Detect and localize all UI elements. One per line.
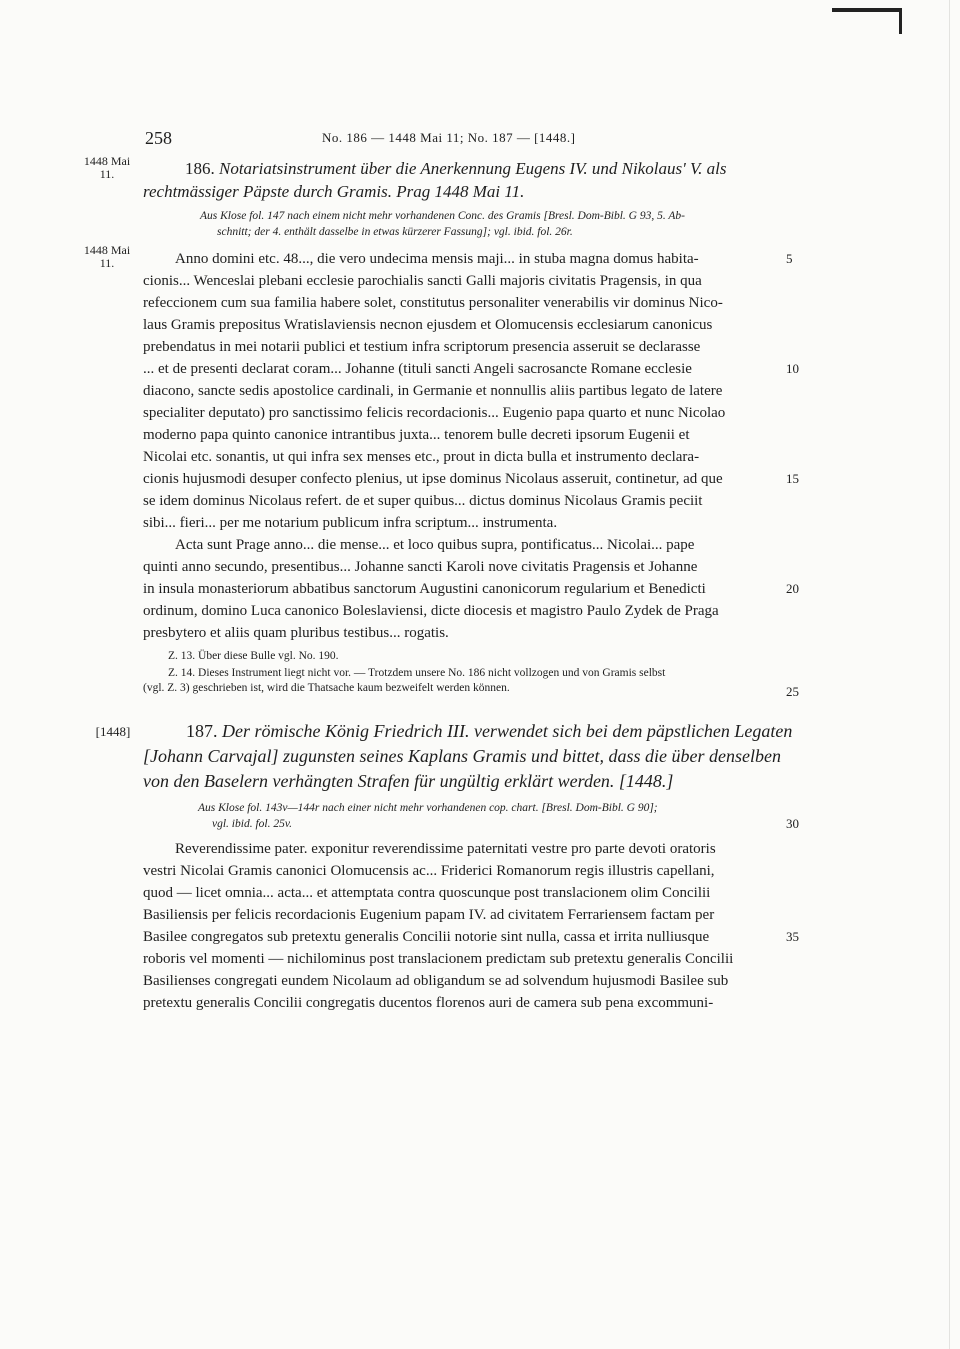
doc186-number: 186.: [185, 159, 215, 178]
doc186-line: refeccionem cum sua familia habere solet, constitutus personaliter venerabilis vir dominus Nico-: [143, 295, 723, 311]
scan-corner-tick: [899, 8, 902, 34]
doc186-line: Anno domini etc. 48..., die vero undecima mensis maji... in stuba magna domus habita-: [175, 251, 699, 267]
doc186-line: presbytero et aliis quam pluribus testibus... rogatis.: [143, 625, 449, 641]
doc187-line: Basiliensis per felicis recordacionis Eugenium papam IV. ad civitatem Ferrariensem factam per: [143, 907, 715, 923]
doc187-line: roboris vel momenti — nichilominus post translacionem predictam sub pretextu generalis Concilii: [143, 951, 734, 967]
scan-corner-mark: [832, 8, 902, 12]
doc186-line: specialiter deputato) pro sanctissimo felicis recordacionis... Eugenio papa quarto et nunc Nicolao: [143, 405, 726, 421]
doc186-line: Nicolai etc. sonantis, ut qui infra sex menses etc., prout in dicta bulla et instrumento declara-: [143, 449, 700, 465]
doc186-line: quinti anno secundo, presentibus... Johanne sancti Karoli nove civitatis Pragensis et Johanne: [143, 559, 698, 575]
doc186-line: Acta sunt Prage anno... die mense... et loco quibus supra, pontificatus... Nicolai... pape: [175, 537, 695, 553]
doc186-source-line1: Aus Klose fol. 147 nach einem nicht mehr vorhandenen Conc. des Gramis [Bresl. Dom-Bibl. G 93, 5. Ab-: [200, 210, 685, 222]
doc186-line: se idem dominus Nicolaus refert. de et super quibus... dictus dominus Nicolaus Gramis peciit: [143, 493, 703, 509]
doc187-line: pretextu generalis Concilii congregatis ducentos florenos auri de camera sub pena excommuni-: [143, 995, 714, 1011]
margin-date-186-text: 1448 Mai 11.: [83, 243, 131, 270]
doc187-line: quod — licet omnia... acta... et attemptata contra quoscunque post translacionem olim Concilii: [143, 885, 711, 901]
line-number: 30: [786, 816, 799, 831]
doc187-title-line2: [Johann Carvajal] zugunsten seines Kaplans Gramis und bittet, dass die über denselben: [143, 746, 781, 766]
doc187-title-line3: von den Baselern verhängten Strafen für ungültig erklärt werden. [1448.]: [143, 771, 674, 791]
doc187-source-line1: Aus Klose fol. 143v—144r nach einer nicht mehr vorhandenen cop. chart. [Bresl. Dom-Bibl. G 90];: [198, 802, 658, 814]
doc186-line: cionis... Wenceslai plebani ecclesie parochialis sancti Galli majoris civitatis Pragensis, in qua: [143, 273, 702, 289]
doc186-line: ordinum, domino Luca canonico Boleslaviensi, dicte diocesis et magistro Paulo Zydek de Praga: [143, 603, 719, 619]
doc187-line: Reverendissime pater. exponitur reverendissime paternitati vestre pro parte devoti oratoris: [175, 841, 716, 857]
doc186-title-line1: [185, 157, 727, 181]
line-number: 20: [786, 581, 799, 596]
line-number: 10: [786, 361, 799, 376]
doc187-number: 187.: [186, 721, 218, 741]
doc186-title-text: Notariatsinstrument über die Anerkennung Eugens IV. und Nikolaus' V. als: [219, 159, 727, 178]
doc186-line: moderno papa quinto canonice intrantibus juxta... tenorem bulle decreti ipsorum Eugenii et: [143, 427, 690, 443]
footnote: Z. 14. Dieses Instrument liegt nicht vor. — Trotzdem unsere No. 186 nicht vollzogen und von Gramis selbst: [168, 667, 666, 679]
doc186-line: laus Gramis prepositus Wratislaviensis necnon ejusdem et Olomucensis ecclesiarum canonicus: [143, 317, 713, 333]
doc187-line: Basilee congregatos sub pretextu generalis Concilii notorie sint nulla, cassa et irrita nulliusque: [143, 929, 710, 945]
line-number: 35: [786, 929, 799, 944]
doc187-title-line1: [186, 719, 792, 744]
scan-edge-line: [949, 0, 950, 1349]
page-number: 258: [145, 128, 172, 148]
doc186-line: in insula monasteriorum abbatibus sanctorum Augustini canonicorum regularium et Benedicti: [143, 581, 706, 597]
doc186-line: prebendatus in mei notarii publici et testium infra scriptorum presencia asseruit se declarasse: [143, 339, 701, 355]
doc187-source-line2: vgl. ibid. fol. 25v.: [212, 818, 292, 830]
doc186-line: cionis hujusmodi desuper confecto plenius, ut ipse dominus Nicolaus asseruit, continetur, ad que: [143, 471, 723, 487]
doc187-line: vestri Nicolai Gramis canonici Olomucensis ac... Friderici Romanorum regis illustris capellani,: [143, 863, 715, 879]
line-number: 5: [786, 251, 793, 266]
footnote: Z. 13. Über diese Bulle vgl. No. 190.: [168, 650, 339, 662]
line-number: 15: [786, 471, 799, 486]
doc186-source-line2: schnitt; der 4. enthält dasselbe in etwas kürzerer Fassung]; vgl. ibid. fol. 26r.: [217, 226, 573, 238]
footnote: (vgl. Z. 3) geschrieben ist, wird die Thatsache kaum bezweifelt werden können.: [143, 682, 510, 694]
doc186-line: sibi... fieri... per me notarium publicum infra scriptum... instrumenta.: [143, 515, 558, 531]
margin-date-187: [1448]: [95, 724, 131, 739]
doc187-line: Basilienses congregati eundem Nicolaum ad obligandum se ad solvendum hujusmodi Basilee sub: [143, 973, 729, 989]
running-head: No. 186 — 1448 Mai 11; No. 187 — [1448.]: [322, 130, 576, 145]
doc186-line: ... et de presenti declarat coram... Johanne (tituli sancti Angeli sacrosancte Romane ecclesie: [143, 361, 692, 377]
line-number: 25: [786, 684, 799, 699]
doc186-title-line2: rechtmässiger Päpste durch Gramis. Prag 1448 Mai 11.: [143, 182, 525, 201]
doc186-line: diacono, sancte sedis apostolice cardinali, in Germanie et nonnullis aliis partibus legato de latere: [143, 383, 723, 399]
doc187-title-text: Der römische König Friedrich III. verwendet sich bei dem päpstlichen Legaten: [222, 721, 793, 741]
margin-date-186: 1448 Mai 11.: [83, 154, 131, 181]
